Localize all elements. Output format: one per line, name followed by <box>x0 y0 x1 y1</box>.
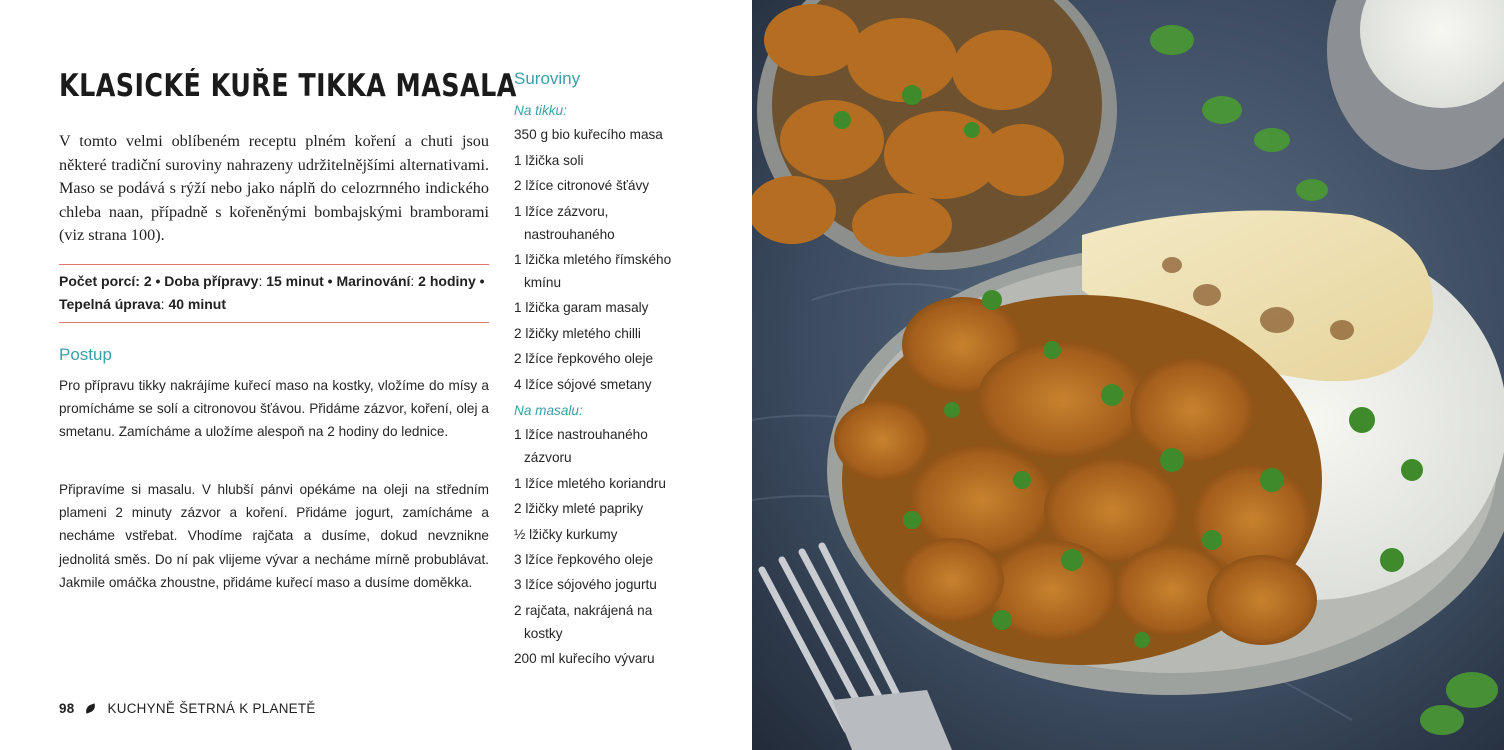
ingredient-item: 1 lžíce zázvoru, nastrouhaného <box>514 203 615 242</box>
servings-label: Počet porcí <box>59 273 136 289</box>
masala-subheading: Na masalu: <box>514 402 583 418</box>
marinate-label: Marinování <box>336 273 411 289</box>
ingredient-item: 2 lžičky mletého chilli <box>514 325 641 341</box>
marinate-value: 2 hodiny <box>418 273 476 289</box>
ingredient-item: 1 lžička mletého římského kmínu <box>514 251 672 290</box>
leaf-icon <box>84 703 97 713</box>
meta-line-2: Tepelná úprava: 40 minut <box>59 296 227 312</box>
ingredient-item: 1 lžíce nastrouhaného zázvoru <box>514 427 648 466</box>
page-number: 98 <box>59 701 75 716</box>
ingredient-item: 350 g bio kuřecího masa <box>514 127 663 143</box>
recipe-title: KLASICKÉ KUŘE TIKKA MASALA <box>59 68 517 104</box>
top-divider <box>59 264 489 265</box>
ingredient-item: 3 lžíce sójového jogurtu <box>514 577 657 593</box>
method-heading: Postup <box>59 345 112 364</box>
method-paragraph-1: Pro přípravu tikky nakrájíme kuřecí maso na kostky, vložíme do mísy a promícháme se solí a citronovou šťávou. Přidáme zázvor, koření, olej a smetanu. Zamícháme a uložíme alespoň na 2 hodiny do lednice. <box>59 378 489 440</box>
meta-line-1: Počet porcí: 2 • Doba přípravy: 15 minut • Marinování: 2 hodiny • <box>59 273 485 289</box>
ingredients-list <box>514 98 694 672</box>
ingredient-item: 2 lžíce citronové šťávy <box>514 178 650 194</box>
dish-photo <box>752 0 1504 750</box>
ingredient-item: 1 lžička soli <box>514 152 584 168</box>
cook-label: Tepelná úprava <box>59 296 161 312</box>
prep-value: 15 minut <box>266 273 324 289</box>
page-footer <box>59 701 316 716</box>
servings-value: 2 <box>143 273 152 289</box>
tikka-masala-photo <box>752 0 1504 750</box>
recipe-intro: V tomto velmi oblíbeném receptu plném koření a chuti jsou některé tradiční suroviny nahrazeny udržitelnějšími alternativami. Maso se podává s rýží nebo jako náplň do celozrnného indického chleba naan, případně s kořeněnými bombajskými bramborami (viz strana 100). <box>59 132 489 245</box>
ingredient-item: 1 lžíce mletého koriandru <box>514 475 666 491</box>
ingredient-item: 2 lžíce řepkového oleje <box>514 351 654 367</box>
bottom-divider <box>59 322 489 323</box>
ingredients-heading: Suroviny <box>514 69 581 88</box>
cook-value: 40 minut <box>168 296 227 312</box>
tikka-subheading: Na tikku: <box>514 103 567 118</box>
prep-label: Doba přípravy <box>164 273 259 289</box>
ingredient-item: ½ lžičky kurkumy <box>514 526 618 542</box>
ingredient-item: 4 lžíce sójové smetany <box>514 376 652 392</box>
ingredient-item: 2 lžičky mleté papriky <box>514 501 644 517</box>
book-title: KUCHYNĚ ŠETRNÁ K PLANETĚ <box>107 701 316 716</box>
ingredient-item: 2 rajčata, nakrájená na kostky <box>514 602 653 641</box>
recipe-meta <box>59 270 499 316</box>
ingredient-item: 1 lžička garam masaly <box>514 300 649 316</box>
method-paragraph-2: Připravíme si masalu. V hlubší pánvi opékáme na oleji na středním plameni 2 minuty zázvor a koření. Přidáme jogurt, zamícháme a necháme vstřebat. Vhodíme rajčata a dusíme, dokud nevznikne jednolitá směs. Do ní pak vlijeme vývar a necháme mírně probublávat. Jakmile omáčka zhoustne, přidáme kuřecí maso a dusíme doměkka. <box>59 482 489 590</box>
ingredient-item: 200 ml kuřecího vývaru <box>514 651 655 667</box>
ingredient-item: 3 lžíce řepkového oleje <box>514 551 654 567</box>
